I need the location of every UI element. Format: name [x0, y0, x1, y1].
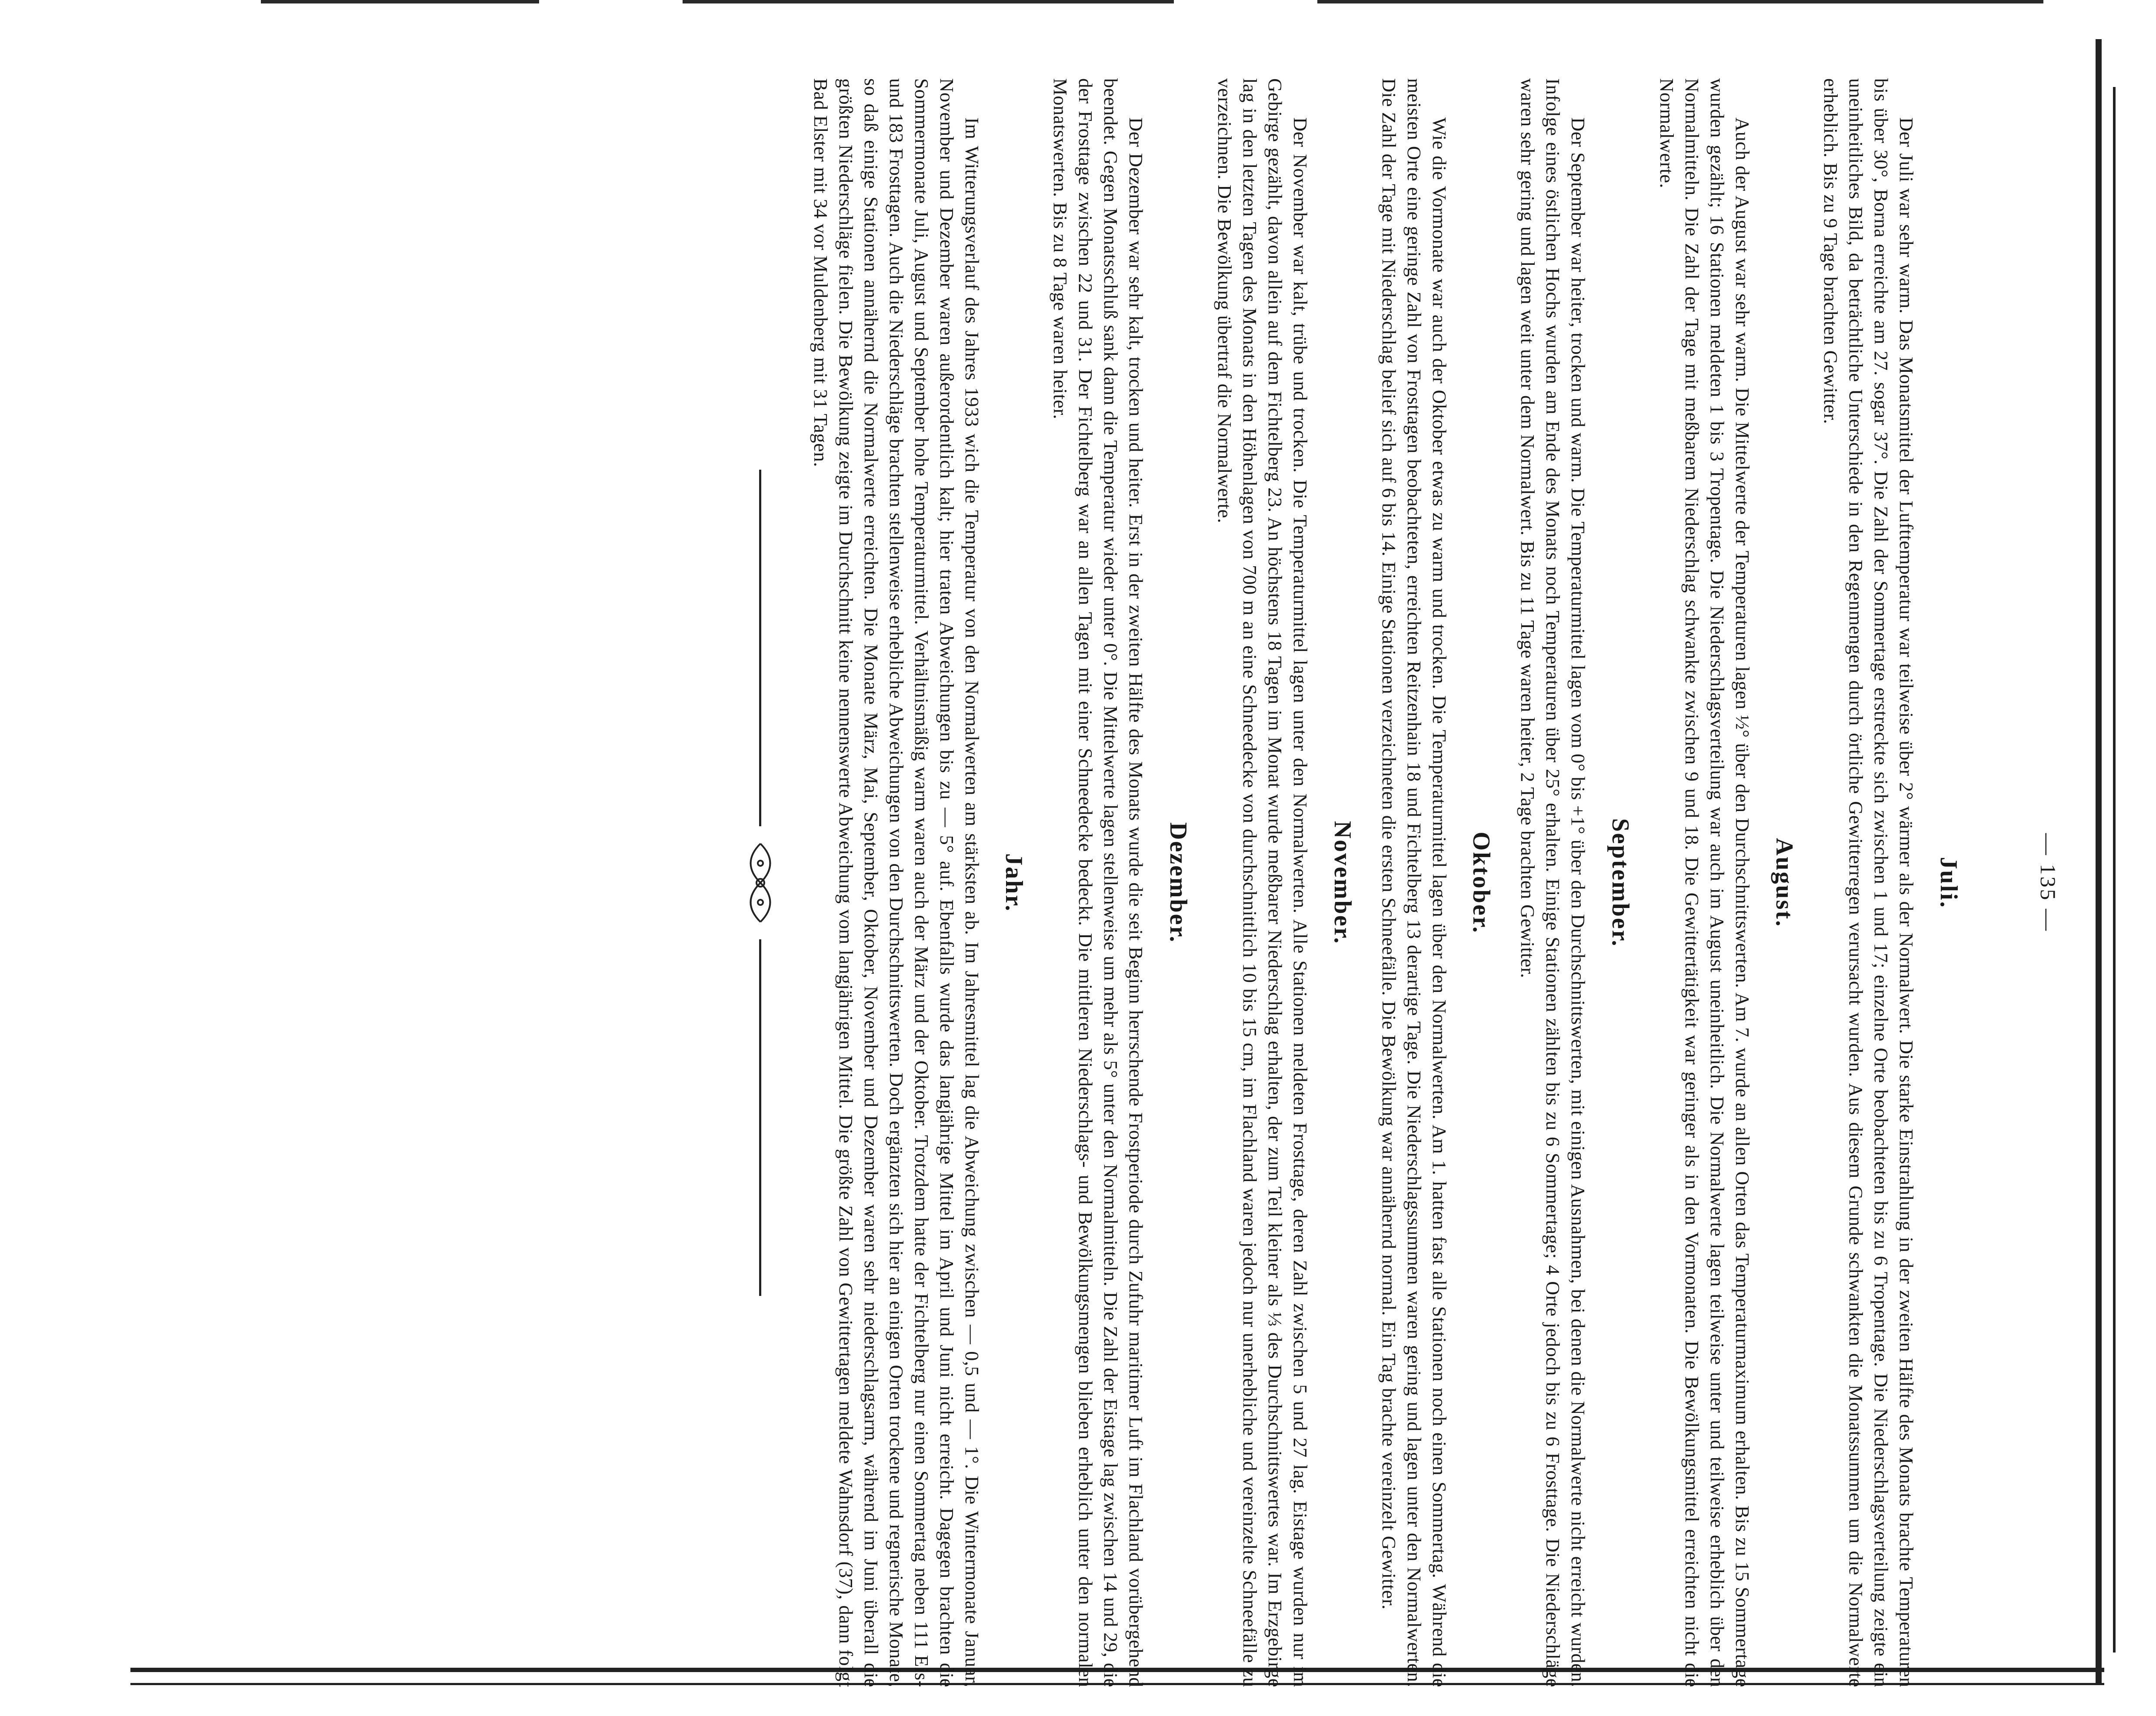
end-ornament [743, 470, 778, 1296]
section-november [1212, 78, 1356, 1687]
section-august [1654, 78, 1798, 1687]
scan-top-rule [261, 0, 2043, 3]
section-heading: Jahr. [1000, 853, 1028, 912]
paragraph: Im Witterungsverlauf des Jahres 1933 wich die Temperatur von den Normalwerten am stärksten ab. Im Jahresmittel lag die Abweichung zwischen — 0,5 und — 1°. Die Wintermonate Januar, November und Dezember waren außerordentlich kalt; hier traten Abweichungen bis zu — 5° auf. Ebenfalls wurde das langjährige Mittel im April und Juni nicht erreicht. Dagegen brachten die Sommermonate Juli, August und September hohe Temperaturmittel. Verhältnismäßig warm waren auch der März und der Oktober. Trotzdem hatte der Fichtelberg nur einen Sommertag neben 111 Eis- und 183 Frosttagen. Auch die Niederschläge brachten stellenweise erhebliche Abweichungen von den Durchschnittswerten. Doch ergänzten sich hier an einigen Orten trockene und regnerische Monate, so daß einige Stationen annähernd die Normalwerte erreichten. Die Monate März, Mai, September, Oktober, November und Dezember waren sehr niederschlagsarm, während im Juni überall die größten Niederschläge fielen. Die Bewölkung zeigte im Durchschnitt keine nennenswerte Abweichung vom langjährigen Mittel. Die größte Zahl von Gewittertagen meldete Wahnsdorf (37), dann folgt Bad Elster mit 34 vor Muldenberg mit 31 Tagen. [810, 78, 983, 1687]
section-heading: Dezember. [1165, 822, 1192, 944]
flourish-icon [743, 839, 778, 926]
scan-top-rule-gap [539, 0, 683, 4]
section-heading: September. [1606, 818, 1634, 948]
page-edge-rule [2096, 39, 2102, 1683]
section-heading: November. [1329, 821, 1356, 945]
section-jahr [808, 78, 1027, 1687]
section-heading: Oktober. [1468, 831, 1495, 934]
section-september [1515, 78, 1633, 1687]
paragraph: Auch der August war sehr warm. Die Mittelwerte der Temperaturen lagen ½° über den Durchschnittswerten. Am 7. wurde an allen Orten das Temperaturmaximum erhalten. Bis zu 15 Sommertage wurden gezählt; 16 Stationen meldeten 1 bis 3 Tropentage. Die Niederschlagsverteilung war auch im August uneinheitlich. Die Normalwerte lagen teilweise unter und teilweise erheblich über den Normalmitteln. Die Zahl der Tage mit meßbarem Niederschlag schwankte zwischen 9 und 18. Die Gewittertätigkeit war geringer als in den Vormonaten. Die Bewölkungsmittel erreichten nicht die Normalwerte. [1656, 78, 1753, 1687]
paragraph: Der September war heiter, trocken und warm. Die Temperaturmittel lagen vom 0° bis +1° über den Durchschnittswerten, mit einigen Ausnahmen, bei denen die Normalwerte nicht erreicht wurden. Infolge eines östlichen Hochs wurden am Ende des Monats noch Temperaturen über 25° erhalten. Einige Stationen zählten bis zu 6 Sommertage; 4 Orte jedoch bis zu 6 Frosttage. Die Niederschläge waren sehr gering und lagen weit unter dem Normalwert. Bis zu 11 Tage waren heiter, 2 Tage brachten Gewitter. [1517, 78, 1590, 1687]
section-heading: Juli. [1935, 857, 1962, 909]
ornament-line-left [759, 470, 761, 826]
page-number: — 135 — [2036, 833, 2060, 932]
ornament-line-right [759, 939, 761, 1296]
paragraph: Der Juli war sehr warm. Das Monatsmittel der Lufttemperatur war teilweise über 2° wärmer als der Normalwert. Die starke Einstrahlung in der zweiten Hälfte des Monats brachte Temperaturen bis über 30°, Borna erreichte am 27. sogar 37°. Die Zahl der Sommertage erstreckte sich zwischen 1 und 17; einzelne Orte beobachteten bis zu 6 Tropentage. Die Niederschlagsverteilung zeigte ein uneinheitliches Bild, da beträchtliche Unterschiede in den Regenmengen durch örtliche Gewitterregen verursacht wurden. Aus diesem Grunde schwankten die Monatssummen um die Normalwerte erheblich. Bis zu 9 Tage brachten Gewitter. [1820, 78, 1918, 1687]
scan-top-rule-gap [1174, 0, 1317, 4]
rotated-page [274, 78, 2060, 1687]
page-edge-rule-inner [2113, 87, 2116, 1653]
paragraph: Der Dezember war sehr kalt, trocken und heiter. Erst in der zweiten Hälfte des Monats wurde die seit Beginn herrschende Frostperiode durch Zufuhr maritimer Luft im Flachland vorübergehend beendet. Gegen Monatsschluß sank dann die Temperatur wieder unter 0°. Die Mittelwerte lagen stellenweise um mehr als 5° unter den Normalmitteln. Die Zahl der Eistage lag zwischen 14 und 29, die der Frosttage zwischen 22 und 31. Der Fichtelberg war an allen Tagen mit einer Schneedecke bedeckt. Die mittleren Niederschlags- und Bewölkungsmengen blieben erheblich unter den normalen Monatswerten. Bis zu 8 Tage waren heiter. [1050, 78, 1147, 1687]
section-heading: August. [1771, 838, 1798, 928]
section-dezember [1048, 78, 1191, 1687]
paragraph: Wie die Vormonate war auch der Oktober etwas zu warm und trocken. Die Temperaturmittel lagen über den Normalwerten. Am 1. hatten fast alle Stationen noch einen Sommertag. Während die meisten Orte eine geringe Zahl von Frosttagen beobachteten, erreichten Reitzenhain 18 und Fichtelberg 13 derartige Tage. Die Niederschlagssummen waren gering und lagen unter den Normalwerten. Die Zahl der Tage mit Niederschlag belief sich auf 6 bis 14. Einige Stationen verzeichneten die ersten Schneefälle. Die Bewölkung war annähernd normal. Ein Tag brachte vereinzelt Gewitter. [1378, 78, 1450, 1687]
section-juli [1818, 78, 1962, 1687]
section-oktober [1376, 78, 1495, 1687]
article-body [743, 78, 1983, 1687]
paragraph: Der November war kalt, trübe und trocken. Die Temperaturmittel lagen unter den Normalwerten. Alle Stationen meldeten Frosttage, deren Zahl zwischen 5 und 27 lag. Eistage wurden nur im Gebirge gezählt, davon allein auf dem Fichtelberg 23. An höchstens 18 Tagen im Monat wurde meßbarer Niederschlag erhalten, der zum Teil kleiner als ⅓ des Durchschnittswertes war. Im Erzgebirge lag in den letzten Tagen des Monats in den Höhenlagen von 700 m an eine Schneedecke von durchschnittlich 10 bis 15 cm, im Flachland waren jedoch nur unerhebliche und vereinzelte Schneefälle zu verzeichnen. Die Bewölkung übertraf die Normalwerte. [1214, 78, 1312, 1687]
